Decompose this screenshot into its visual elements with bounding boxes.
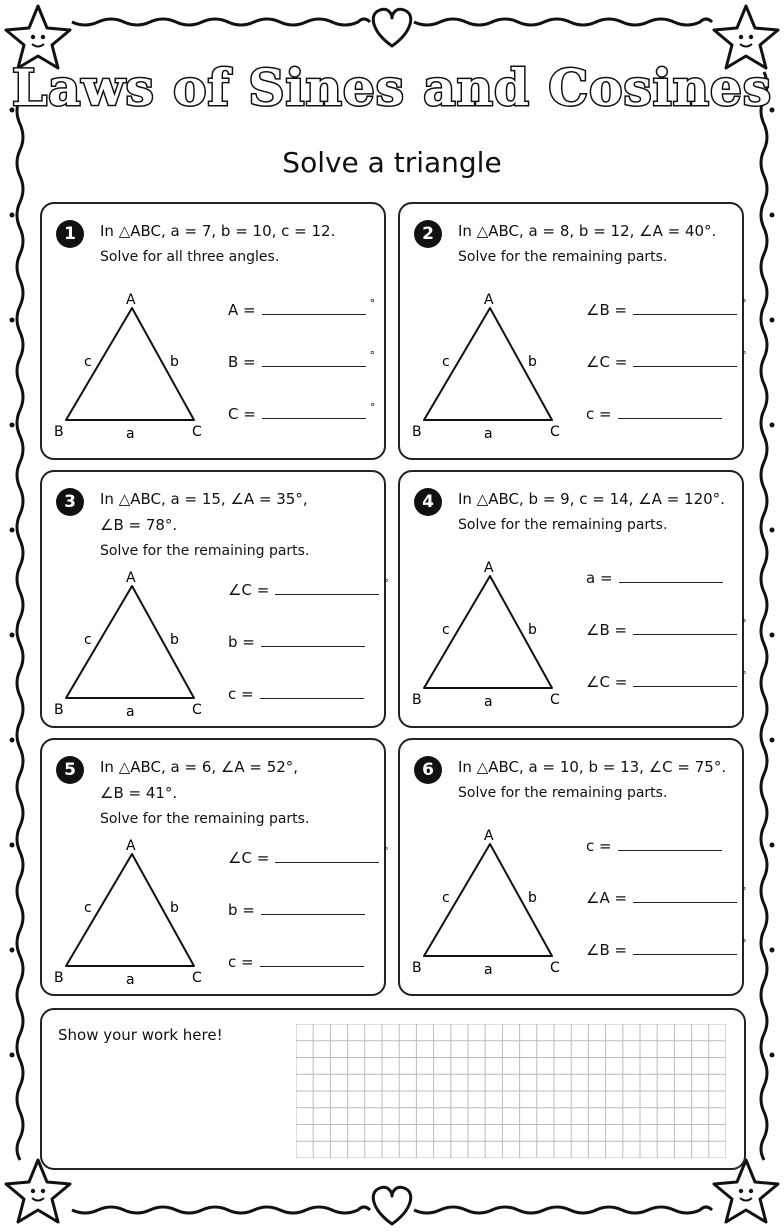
triangle-diagram	[52, 570, 222, 720]
answer-row	[586, 404, 726, 423]
answer-label: A =	[228, 301, 256, 319]
answer-blank[interactable]	[618, 836, 722, 851]
answer-label: ∠B =	[586, 301, 628, 319]
answer-row	[228, 952, 368, 971]
problem-card-4	[398, 470, 747, 728]
answer-label: c =	[586, 405, 612, 423]
answer-row	[586, 617, 747, 639]
triangle-diagram	[410, 828, 580, 978]
answer-blank[interactable]	[262, 404, 366, 419]
vertex-label-a: A	[484, 292, 494, 308]
side-label-a: a	[484, 426, 493, 442]
degree-symbol: °	[741, 297, 747, 310]
answer-blank[interactable]	[633, 888, 737, 903]
problem-number-badge: 2	[414, 220, 442, 248]
problem-card-5	[40, 738, 389, 996]
answer-label: ∠B =	[586, 941, 628, 959]
problem-instruction: Solve for the remaining parts.	[100, 811, 310, 827]
vertex-label-c: C	[550, 424, 560, 440]
answer-blank[interactable]	[260, 684, 364, 699]
vertex-label-a: A	[126, 838, 136, 854]
worksheet-title: Laws of Sines and Cosines	[12, 58, 772, 117]
degree-symbol: °	[741, 885, 747, 898]
side-label-a: a	[126, 972, 135, 988]
vertex-label-c: C	[550, 692, 560, 708]
side-label-c: c	[84, 900, 92, 916]
side-label-c: c	[84, 354, 92, 370]
degree-symbol: °	[741, 937, 747, 950]
problem-given: In △ABC, a = 10, b = 13, ∠C = 75°.	[458, 758, 727, 776]
answer-row	[586, 297, 747, 319]
answer-row	[228, 577, 389, 599]
degree-symbol: °	[369, 297, 376, 310]
side-label-b: b	[528, 622, 537, 638]
problem-given: In △ABC, a = 7, b = 10, c = 12.	[100, 222, 336, 240]
answer-blank[interactable]	[261, 632, 365, 647]
triangle-diagram	[410, 292, 580, 442]
problem-instruction: Solve for the remaining parts.	[100, 543, 310, 559]
answer-blank[interactable]	[633, 352, 737, 367]
vertex-label-a: A	[484, 560, 494, 576]
problem-number-badge: 5	[56, 756, 84, 784]
heart-icon-bottom	[373, 1187, 411, 1224]
answer-row	[228, 845, 389, 867]
problem-given: In △ABC, a = 8, b = 12, ∠A = 40°.	[458, 222, 717, 240]
vertex-label-c: C	[192, 424, 202, 440]
answer-label: C =	[228, 405, 256, 423]
degree-symbol: °	[383, 577, 389, 590]
vertex-label-b: B	[412, 960, 422, 976]
vertex-label-b: B	[54, 702, 64, 718]
problem-card-2	[398, 202, 747, 460]
work-area-label: Show your work here!	[58, 1026, 223, 1044]
side-label-c: c	[442, 354, 450, 370]
answer-blank[interactable]	[262, 352, 366, 367]
triangle-diagram	[410, 560, 580, 710]
answer-label: ∠C =	[586, 353, 628, 371]
degree-symbol: °	[741, 669, 747, 682]
answer-label: B =	[228, 353, 256, 371]
degree-symbol: °	[369, 401, 376, 414]
problem-instruction: Solve for the remaining parts.	[458, 785, 668, 801]
answer-blank[interactable]	[633, 940, 737, 955]
answer-blank[interactable]	[275, 580, 379, 595]
answer-row	[228, 632, 369, 651]
answer-label: ∠C =	[228, 849, 270, 867]
answer-row	[228, 297, 376, 319]
answer-row	[586, 937, 747, 959]
side-label-c: c	[84, 632, 92, 648]
answer-row	[228, 684, 368, 703]
side-label-a: a	[484, 694, 493, 710]
degree-symbol: °	[741, 349, 747, 362]
side-label-b: b	[170, 632, 179, 648]
answer-row	[228, 401, 376, 423]
answer-row	[586, 836, 726, 855]
problem-number-badge: 6	[414, 756, 442, 784]
vertex-label-c: C	[550, 960, 560, 976]
answer-blank[interactable]	[619, 568, 723, 583]
side-label-c: c	[442, 622, 450, 638]
degree-symbol: °	[741, 617, 747, 630]
answer-blank[interactable]	[618, 404, 722, 419]
answer-blank[interactable]	[262, 300, 366, 315]
answer-label: b =	[228, 633, 255, 651]
triangle-diagram	[52, 292, 222, 442]
problem-given: In △ABC, a = 6, ∠A = 52°,	[100, 758, 299, 776]
vertex-label-b: B	[412, 692, 422, 708]
degree-symbol: °	[383, 845, 389, 858]
triangle-diagram	[52, 838, 222, 988]
answer-row	[586, 885, 747, 907]
answer-label: c =	[228, 953, 254, 971]
answer-label: a =	[586, 569, 613, 587]
answer-blank[interactable]	[633, 672, 737, 687]
problem-card-6	[398, 738, 747, 996]
answer-blank[interactable]	[260, 952, 364, 967]
side-label-a: a	[126, 704, 135, 720]
answer-blank[interactable]	[633, 620, 737, 635]
answer-label: ∠A =	[586, 889, 628, 907]
answer-row	[228, 349, 376, 371]
answer-label: b =	[228, 901, 255, 919]
graph-grid	[296, 1024, 726, 1158]
side-label-b: b	[170, 900, 179, 916]
answer-row	[586, 669, 747, 691]
vertex-label-a: A	[126, 570, 136, 586]
vertex-label-b: B	[412, 424, 422, 440]
side-label-a: a	[484, 962, 493, 978]
side-label-a: a	[126, 426, 135, 442]
answer-label: c =	[586, 837, 612, 855]
problem-given-continued: ∠B = 41°.	[100, 784, 178, 802]
worksheet-subtitle: Solve a triangle	[282, 146, 502, 179]
answer-label: ∠C =	[586, 673, 628, 691]
problem-number-badge: 1	[56, 220, 84, 248]
side-label-b: b	[170, 354, 179, 370]
work-area	[40, 1008, 746, 1170]
problem-instruction: Solve for the remaining parts.	[458, 249, 668, 265]
problem-given: In △ABC, b = 9, c = 14, ∠A = 120°.	[458, 490, 725, 508]
answer-row	[228, 900, 369, 919]
answer-blank[interactable]	[633, 300, 737, 315]
vertex-label-c: C	[192, 970, 202, 986]
answer-label: ∠C =	[228, 581, 270, 599]
answer-row	[586, 568, 727, 587]
problem-given: In △ABC, a = 15, ∠A = 35°,	[100, 490, 308, 508]
vertex-label-a: A	[126, 292, 136, 308]
problem-instruction: Solve for all three angles.	[100, 249, 280, 265]
answer-row	[586, 349, 747, 371]
vertex-label-a: A	[484, 828, 494, 844]
side-label-c: c	[442, 890, 450, 906]
problem-instruction: Solve for the remaining parts.	[458, 517, 668, 533]
problem-number-badge: 3	[56, 488, 84, 516]
problem-number-badge: 4	[414, 488, 442, 516]
problem-card-1	[40, 202, 386, 460]
side-label-b: b	[528, 354, 537, 370]
answer-label: c =	[228, 685, 254, 703]
vertex-label-c: C	[192, 702, 202, 718]
problem-given-continued: ∠B = 78°.	[100, 516, 178, 534]
side-label-b: b	[528, 890, 537, 906]
heart-icon-top	[373, 9, 411, 46]
vertex-label-b: B	[54, 970, 64, 986]
answer-blank[interactable]	[261, 900, 365, 915]
problem-card-3	[40, 470, 389, 728]
answer-blank[interactable]	[275, 848, 379, 863]
answer-label: ∠B =	[586, 621, 628, 639]
vertex-label-b: B	[54, 424, 64, 440]
degree-symbol: °	[369, 349, 376, 362]
